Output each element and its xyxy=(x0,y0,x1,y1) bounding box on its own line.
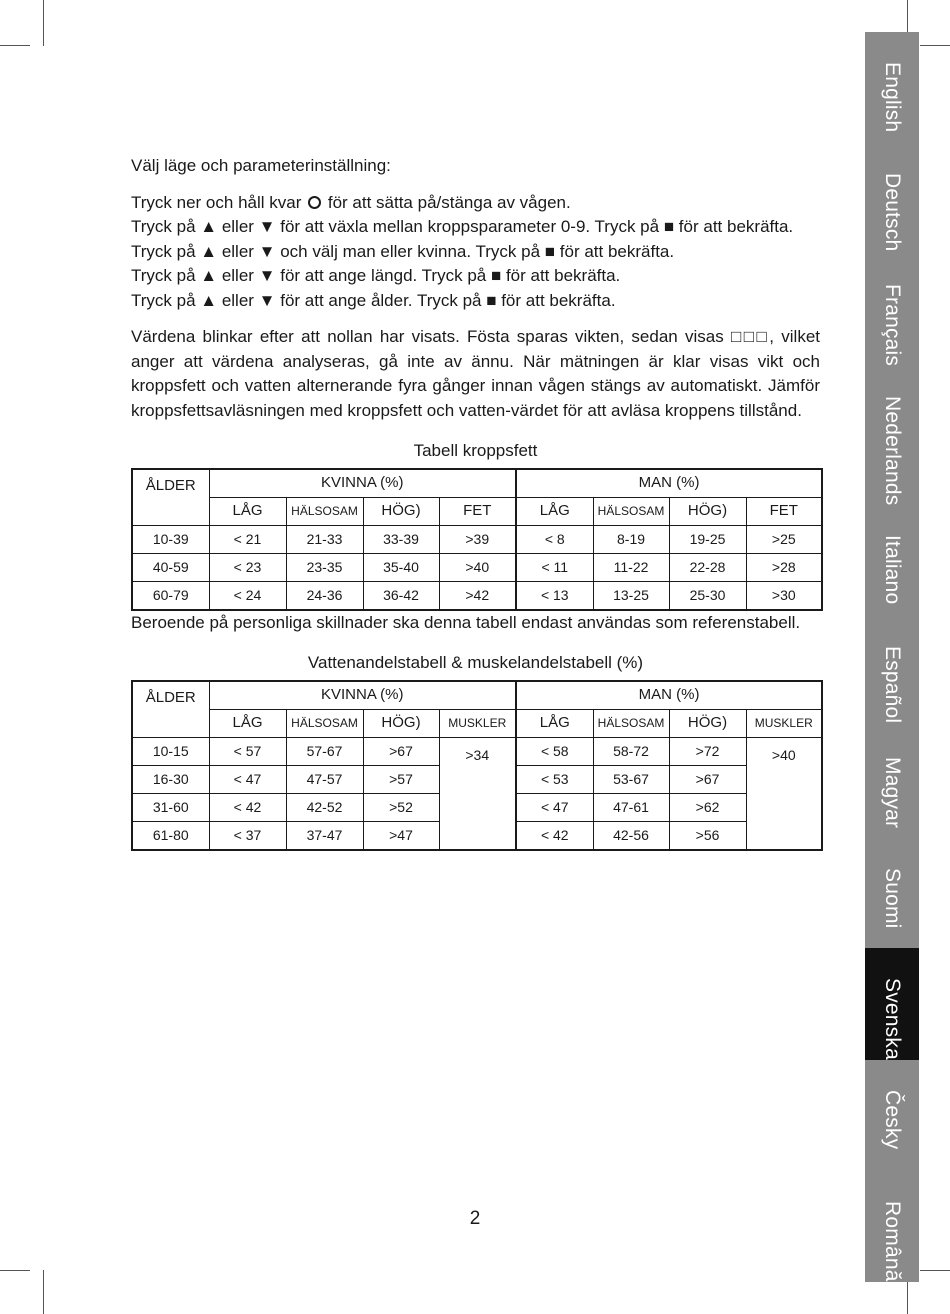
table-cell: 37-47 xyxy=(286,821,363,850)
table-subheader-row xyxy=(132,709,822,737)
table-row xyxy=(132,553,822,581)
table-cell: 24-36 xyxy=(286,581,363,610)
table-header-row xyxy=(132,469,822,498)
table-cell: >28 xyxy=(746,553,822,581)
table-cell: < 21 xyxy=(209,525,286,553)
tab-label: Italiano xyxy=(881,535,904,605)
tab-deutsch[interactable] xyxy=(865,143,919,254)
tab-svenska[interactable] xyxy=(865,948,919,1060)
age-header: ÅLDER xyxy=(132,681,209,738)
table-cell: >72 xyxy=(669,737,746,765)
tab-italiano[interactable] xyxy=(865,505,919,616)
table-cell: 53-67 xyxy=(593,765,669,793)
table-cell: < 53 xyxy=(516,765,593,793)
table-cell: 42-56 xyxy=(593,821,669,850)
column-header: HÖG) xyxy=(363,709,439,737)
table-cell: >30 xyxy=(746,581,822,610)
table-cell: < 47 xyxy=(209,765,286,793)
tab-espanol[interactable] xyxy=(865,616,919,727)
table-row xyxy=(132,525,822,553)
column-header: FET xyxy=(746,497,822,525)
tab-label: Suomi xyxy=(881,867,904,929)
table-header-row xyxy=(132,681,822,710)
water-muscle-table xyxy=(131,680,823,851)
instruction-text: för att sätta på/stänga av vågen. xyxy=(327,192,571,212)
instruction-list xyxy=(131,191,820,314)
age-header: ÅLDER xyxy=(132,469,209,526)
power-icon xyxy=(308,196,321,209)
instruction-line: Tryck på ▲ eller ▼ för att ange ålder. Tryck på ■ för att bekräfta. xyxy=(131,290,616,310)
table-row xyxy=(132,737,822,765)
crop-mark xyxy=(0,45,30,46)
tab-label: English xyxy=(881,62,904,133)
table-cell: 47-57 xyxy=(286,765,363,793)
table-cell: 11-22 xyxy=(593,553,669,581)
table-cell: 47-61 xyxy=(593,793,669,821)
column-header: HÄLSOSAM xyxy=(593,709,669,737)
table-cell: >56 xyxy=(669,821,746,850)
tab-label: Magyar xyxy=(881,756,904,829)
table-cell: 25-30 xyxy=(669,581,746,610)
measurement-paragraph: Värdena blinkar efter att nollan har visats. Fösta sparas vikten, sedan visas □□□, vilket anger att värdena analyseras, gå inte av ännu. När mätningen är klar visas vikt och kroppsfett och vatten alternerande fyra gånger innan vågen stängs av automatiskt. Jämför kroppsfettsavläsningen med kroppsfett och vatten-värdet för att avläsa kroppens tillstånd. xyxy=(131,327,820,420)
reference-note: Beroende på personliga skillnader ska denna tabell endast användas som referenstabell. xyxy=(131,612,801,632)
language-tabs xyxy=(865,32,919,1282)
table-cell: < 8 xyxy=(516,525,593,553)
crop-mark xyxy=(0,1270,30,1271)
table-cell: 57-67 xyxy=(286,737,363,765)
table-cell: 22-28 xyxy=(669,553,746,581)
table-cell: < 24 xyxy=(209,581,286,610)
page-content xyxy=(131,154,820,851)
tab-francais[interactable] xyxy=(865,254,919,366)
tab-label: Deutsch xyxy=(881,172,904,252)
tab-magyar[interactable] xyxy=(865,727,919,838)
instruction-line: Tryck på ▲ eller ▼ och välj man eller kvinna. Tryck på ■ för att bekräfta. xyxy=(131,241,675,261)
table-cell: 21-33 xyxy=(286,525,363,553)
table-cell: >25 xyxy=(746,525,822,553)
instruction-line xyxy=(131,191,820,216)
fat-table-title: Tabell kroppsfett xyxy=(413,441,538,460)
column-header: HÖG) xyxy=(669,497,746,525)
water-table-title: Vattenandelstabell & muskelandelstabell (%) xyxy=(307,653,644,672)
column-header: HÖG) xyxy=(669,709,746,737)
table-cell: 10-15 xyxy=(132,737,209,765)
table-cell: < 23 xyxy=(209,553,286,581)
table-cell: < 13 xyxy=(516,581,593,610)
table-cell: 10-39 xyxy=(132,525,209,553)
table-cell: 58-72 xyxy=(593,737,669,765)
tab-label: Español xyxy=(881,645,904,724)
table-subheader-row xyxy=(132,497,822,525)
table-cell: < 11 xyxy=(516,553,593,581)
tab-label: Česky xyxy=(881,1090,904,1150)
instruction-line: Tryck på ▲ eller ▼ för att växla mellan kroppsparameter 0-9. Tryck på ■ för att bekräfta. xyxy=(131,217,794,236)
crop-mark xyxy=(43,1270,44,1314)
table-cell: >52 xyxy=(363,793,439,821)
body-fat-table xyxy=(131,468,823,611)
table-cell: >67 xyxy=(363,737,439,765)
tab-suomi[interactable] xyxy=(865,838,919,949)
female-header: KVINNA (%) xyxy=(209,469,516,498)
table-cell: < 57 xyxy=(209,737,286,765)
column-header: LÅG xyxy=(209,709,286,737)
column-header: LÅG xyxy=(516,497,593,525)
tab-english[interactable] xyxy=(865,32,919,143)
instruction-line: Tryck på ▲ eller ▼ för att ange längd. Tryck på ■ för att bekräfta. xyxy=(131,266,621,285)
male-header: MAN (%) xyxy=(516,681,822,710)
table-cell: 33-39 xyxy=(363,525,439,553)
tab-label: Nederlands xyxy=(881,395,904,506)
tab-label: Français xyxy=(881,283,904,366)
section-heading: Välj läge och parameterinställning: xyxy=(131,156,391,175)
instruction-text: Tryck ner och håll kvar xyxy=(131,192,302,212)
table-cell: < 58 xyxy=(516,737,593,765)
tab-label: Română xyxy=(881,1201,904,1282)
table-cell: 36-42 xyxy=(363,581,439,610)
table-cell: 42-52 xyxy=(286,793,363,821)
column-header: HÄLSOSAM xyxy=(286,709,363,737)
column-header: MUSKLER xyxy=(439,709,516,737)
column-header: FET xyxy=(439,497,516,525)
table-cell: >42 xyxy=(439,581,516,610)
tab-cesky[interactable] xyxy=(865,1060,919,1171)
tab-nederlands[interactable] xyxy=(865,366,919,505)
table-cell: 31-60 xyxy=(132,793,209,821)
table-cell: 23-35 xyxy=(286,553,363,581)
column-header: MUSKLER xyxy=(746,709,822,737)
page-number: 2 xyxy=(469,1208,481,1229)
female-muscle-cell: >34 xyxy=(439,737,516,850)
table-cell: < 42 xyxy=(516,821,593,850)
table-cell: < 42 xyxy=(209,793,286,821)
table-cell: 8-19 xyxy=(593,525,669,553)
table-cell: 61-80 xyxy=(132,821,209,850)
table-cell: >67 xyxy=(669,765,746,793)
column-header: HÄLSOSAM xyxy=(593,497,669,525)
table-cell: < 47 xyxy=(516,793,593,821)
column-header: HÖG) xyxy=(363,497,439,525)
column-header: LÅG xyxy=(516,709,593,737)
female-header: KVINNA (%) xyxy=(209,681,516,710)
table-cell: 19-25 xyxy=(669,525,746,553)
table-cell: >40 xyxy=(439,553,516,581)
male-header: MAN (%) xyxy=(516,469,822,498)
male-muscle-cell: >40 xyxy=(746,737,822,850)
table-cell: >57 xyxy=(363,765,439,793)
table-cell: >47 xyxy=(363,821,439,850)
table-cell: 16-30 xyxy=(132,765,209,793)
column-header: LÅG xyxy=(209,497,286,525)
table-cell: 40-59 xyxy=(132,553,209,581)
table-cell: 13-25 xyxy=(593,581,669,610)
column-header: HÄLSOSAM xyxy=(286,497,363,525)
tab-label: Svenska xyxy=(881,978,904,1061)
crop-mark xyxy=(920,1270,950,1271)
crop-mark xyxy=(43,0,44,46)
table-cell: 35-40 xyxy=(363,553,439,581)
table-row xyxy=(132,581,822,610)
table-cell: 60-79 xyxy=(132,581,209,610)
crop-mark xyxy=(920,45,950,46)
table-cell: >62 xyxy=(669,793,746,821)
table-cell: < 37 xyxy=(209,821,286,850)
table-cell: >39 xyxy=(439,525,516,553)
